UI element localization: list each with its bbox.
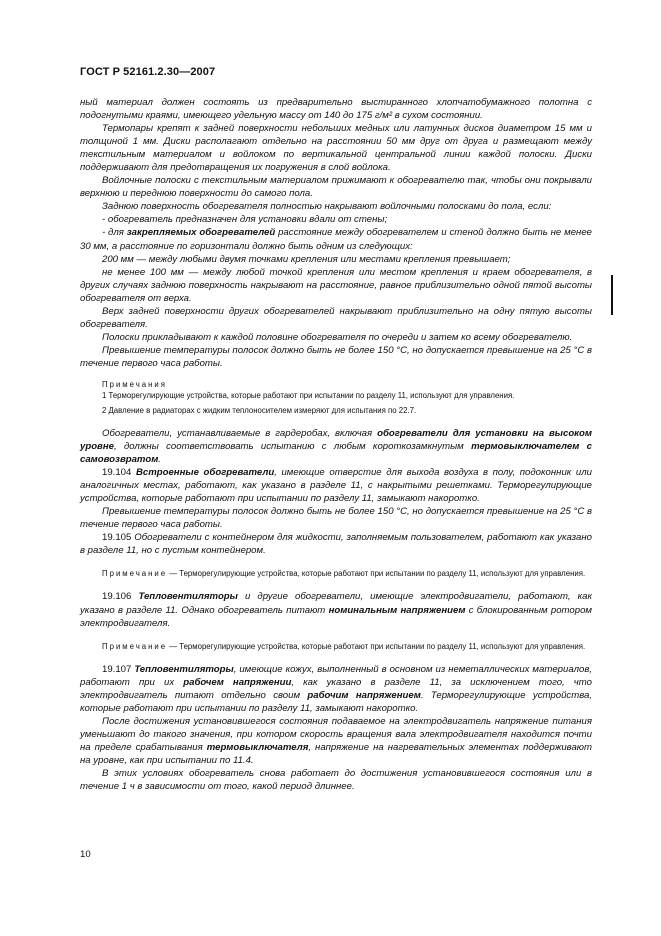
term: обогреватели для установки на высоком уровне [80, 427, 593, 453]
note: 1 Терморегулирующие устройства, которые работают при испытании по разделу 11, используют для управления. [102, 390, 515, 400]
paragraph: Превышение температуры полосок должно быть не более 150 °С, но допускается превышение на 25 °С в течение первого часа работы. [80, 506, 592, 531]
paragraph: Полоски прикладывают к каждой половине обогревателя по очереди и затем ко всему обогревателю. [102, 331, 573, 343]
note: Примечание — Терморегулирующие устройства, которые работают при испытании по разделу 11, используют для управления. [102, 569, 586, 579]
paragraph: Войлочные полоски с текстильным материалом прижимают к обогревателю так, чтобы они покрывали верхнюю и переднюю поверхности до самого пола. [80, 175, 592, 200]
paragraph: Верх задней поверхности других обогревателей накрывают приблизительно на одну пятую высоты обогревателя. [80, 305, 592, 330]
paragraph: Обогреватели, устанавливаемые в гардеробах, включая обогреватели для установки на высоком уровне, должны соответствовать испытанию с любым короткозамкнутым термовыключателем с самовозвратом. [80, 427, 593, 466]
paragraph: В этих условиях обогреватель снова работает до достижения установившегося состояния или в течение 1 ч в зависимости от того, какой период длиннее. [80, 767, 592, 793]
term: Тепловентиляторы [138, 591, 238, 603]
list-item: - для закрепляемых обогревателей расстояние между обогревателем и стеной должно быть не менее 30 мм, а расстояние по горизонтали должно быть одним из следующих: [80, 227, 592, 252]
paragraph: ный материал должен состоять из предварительно выстиранного хлопчатобумажного полотна с подогнутыми краями, имеющего удельную массу от 140 до 175 г/м² в сухом состоянии. [80, 97, 592, 122]
clause: 19.106 Тепловентиляторы и другие обогреватели, имеющие электродвигатели, работают, как указано в разделе 11. Однако обогреватель питают номинальным напряжением с блокированным ротором электродвигателя. [80, 591, 592, 629]
document-body [80, 96, 592, 793]
paragraph: не менее 100 мм — между любой точкой крепления или местом крепления и краем обогревателя, в других случаях заднюю поверхность накрывают на расстояние, равное приблизительно одной пятой высоты обогревателя от верха. [80, 266, 592, 304]
term: рабочим напряжением [307, 689, 421, 701]
paragraph: Превышение температуры полосок должно быть не более 150 °С, но допускается превышение на 25 °С в течение первого часа работы. [80, 344, 592, 369]
paragraph: Термопары крепят к задней поверхности небольших медных или латунных дисков диаметром 15 мм и толщиной 1 мм. Диски располагают отдельно на расстоянии 50 мм друг от друга и размещают между текстильным материалом и войлоком по вертикальной центральной линии каждой полоски. Диски поддерживают для предотвращения их погружения в слой войлока. [80, 123, 592, 174]
term: Тепловентиляторы [134, 663, 234, 675]
page-number: 10 [80, 849, 91, 860]
list-item: - обогреватель предназначен для установки вдали от стены; [102, 214, 388, 226]
note: Примечание — Терморегулирующие устройства, которые работают при испытании по разделу 11, используют для управления. [102, 641, 586, 651]
paragraph: Заднюю поверхность обогревателя полностью накрывают войлочными полосками до пола, если: [102, 201, 552, 213]
document-header: ГОСТ Р 52161.2.30—2007 [80, 66, 216, 78]
clause: 19.105 Обогреватели с контейнером для жидкости, заполняемым пользователем, работают как указано в разделе 11, но с пустым контейнером. [80, 532, 592, 557]
term: термовыключателем с самовозвратом [80, 441, 592, 466]
term: закрепляемых обогревателей [126, 227, 276, 239]
term: термовыключателя [206, 741, 309, 753]
paragraph: 200 мм — между любыми двумя точками крепления или местами крепления превышает; [102, 253, 511, 265]
clause: 19.107 Тепловентиляторы, имеющие кожух, выполненный в основном из неметаллических материалов, работают при их рабочем напряжении, как указано в разделе 11, за исключением того, что электродвигатель питают отдельно своим рабочим напряжением. Терморегулирующие устройства, которые работают при испытании по разделу 11, замыкают накоротко. [80, 663, 593, 714]
change-bar [611, 275, 613, 315]
term: номинальным напряжением [328, 604, 466, 616]
clause: 19.104 Встроенные обогреватели, имеющие отверстие для выхода воздуха в полу, подоконник или аналогичных местах, работают, как указано в разделе 11, с накрытыми решетками. Терморегулирующие устройства, которые работают при испытании по разделу 11, замыкают накоротко. [80, 467, 592, 505]
term: Встроенные обогреватели [135, 467, 275, 479]
note: 2 Давление в радиаторах с жидким теплоносителем измеряют для испытания по 22.7. [102, 405, 417, 415]
term: рабочем напряжении [183, 676, 292, 688]
notes-heading: Примечания [102, 379, 168, 389]
paragraph: После достижения установившегося состояния подаваемое на электродвигатель напряжение питания уменьшают до такого значения, при котором скорость вращения вала электродвигателя находится почти на пределе срабатывания термовыключателя, напряжение на нагревательных элементах поддерживают на уровне, как при испытании по 11.4. [80, 715, 592, 766]
